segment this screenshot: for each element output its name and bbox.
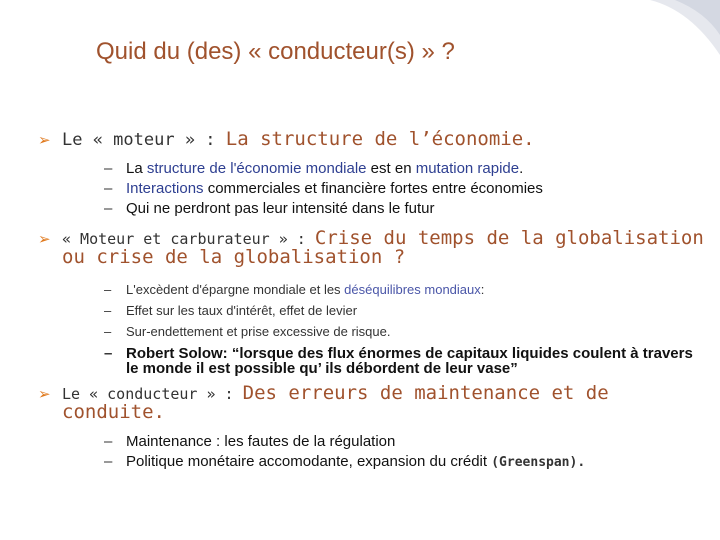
arrow-bullet-icon: ➢ bbox=[38, 230, 51, 248]
list-item: – Maintenance : les fautes de la régulation bbox=[104, 433, 396, 450]
sub-list bbox=[104, 279, 704, 376]
sub-list bbox=[104, 159, 543, 219]
section-conducteur bbox=[38, 384, 609, 473]
corner-swoosh-icon bbox=[630, 0, 720, 80]
heading-value: Crise du temps de la globalisation bbox=[314, 227, 704, 249]
heading-value-line2: ou crise de la globalisation ? bbox=[62, 246, 406, 268]
list-item: – Interactions commerciales et financière fortes entre économies bbox=[104, 180, 543, 197]
slide-title: Quid du (des) « conducteur(s) » ? bbox=[96, 38, 455, 65]
section-moteur-carburateur bbox=[38, 229, 704, 376]
list-item: – Politique monétaire accomodante, expansion du crédit (Greenspan). bbox=[104, 453, 586, 470]
section-heading bbox=[38, 229, 704, 267]
list-item-quote: – Robert Solow: “lorsque des flux énormes de capitaux liquides coulent à travers le monde il est possible qu’ ils débordent de leur vase” bbox=[104, 345, 693, 377]
section-moteur bbox=[38, 130, 543, 219]
section-heading bbox=[38, 384, 609, 422]
list-item: – Qui ne perdront pas leur intensité dans le futur bbox=[104, 200, 435, 217]
list-item: – La structure de l'économie mondiale est en mutation rapide. bbox=[104, 160, 524, 177]
arrow-bullet-icon: ➢ bbox=[38, 131, 51, 149]
heading-value-line2: conduite. bbox=[62, 401, 165, 423]
heading-value: La structure de l’économie. bbox=[225, 128, 535, 150]
heading-label: « Moteur et carburateur » : bbox=[62, 230, 315, 248]
heading-value: Des erreurs de maintenance et de bbox=[242, 382, 609, 404]
list-item: – Effet sur les taux d'intérêt, effet de levier bbox=[104, 303, 358, 318]
heading-label: Le « conducteur » : bbox=[62, 385, 243, 403]
list-item: – L'excèdent d'épargne mondiale et les déséquilibres mondiaux: bbox=[104, 282, 485, 297]
heading-label: Le « moteur » : bbox=[62, 130, 226, 150]
sub-list bbox=[104, 432, 609, 473]
list-item: – Sur-endettement et prise excessive de risque. bbox=[104, 324, 391, 339]
arrow-bullet-icon: ➢ bbox=[38, 385, 51, 403]
section-heading bbox=[38, 130, 543, 149]
